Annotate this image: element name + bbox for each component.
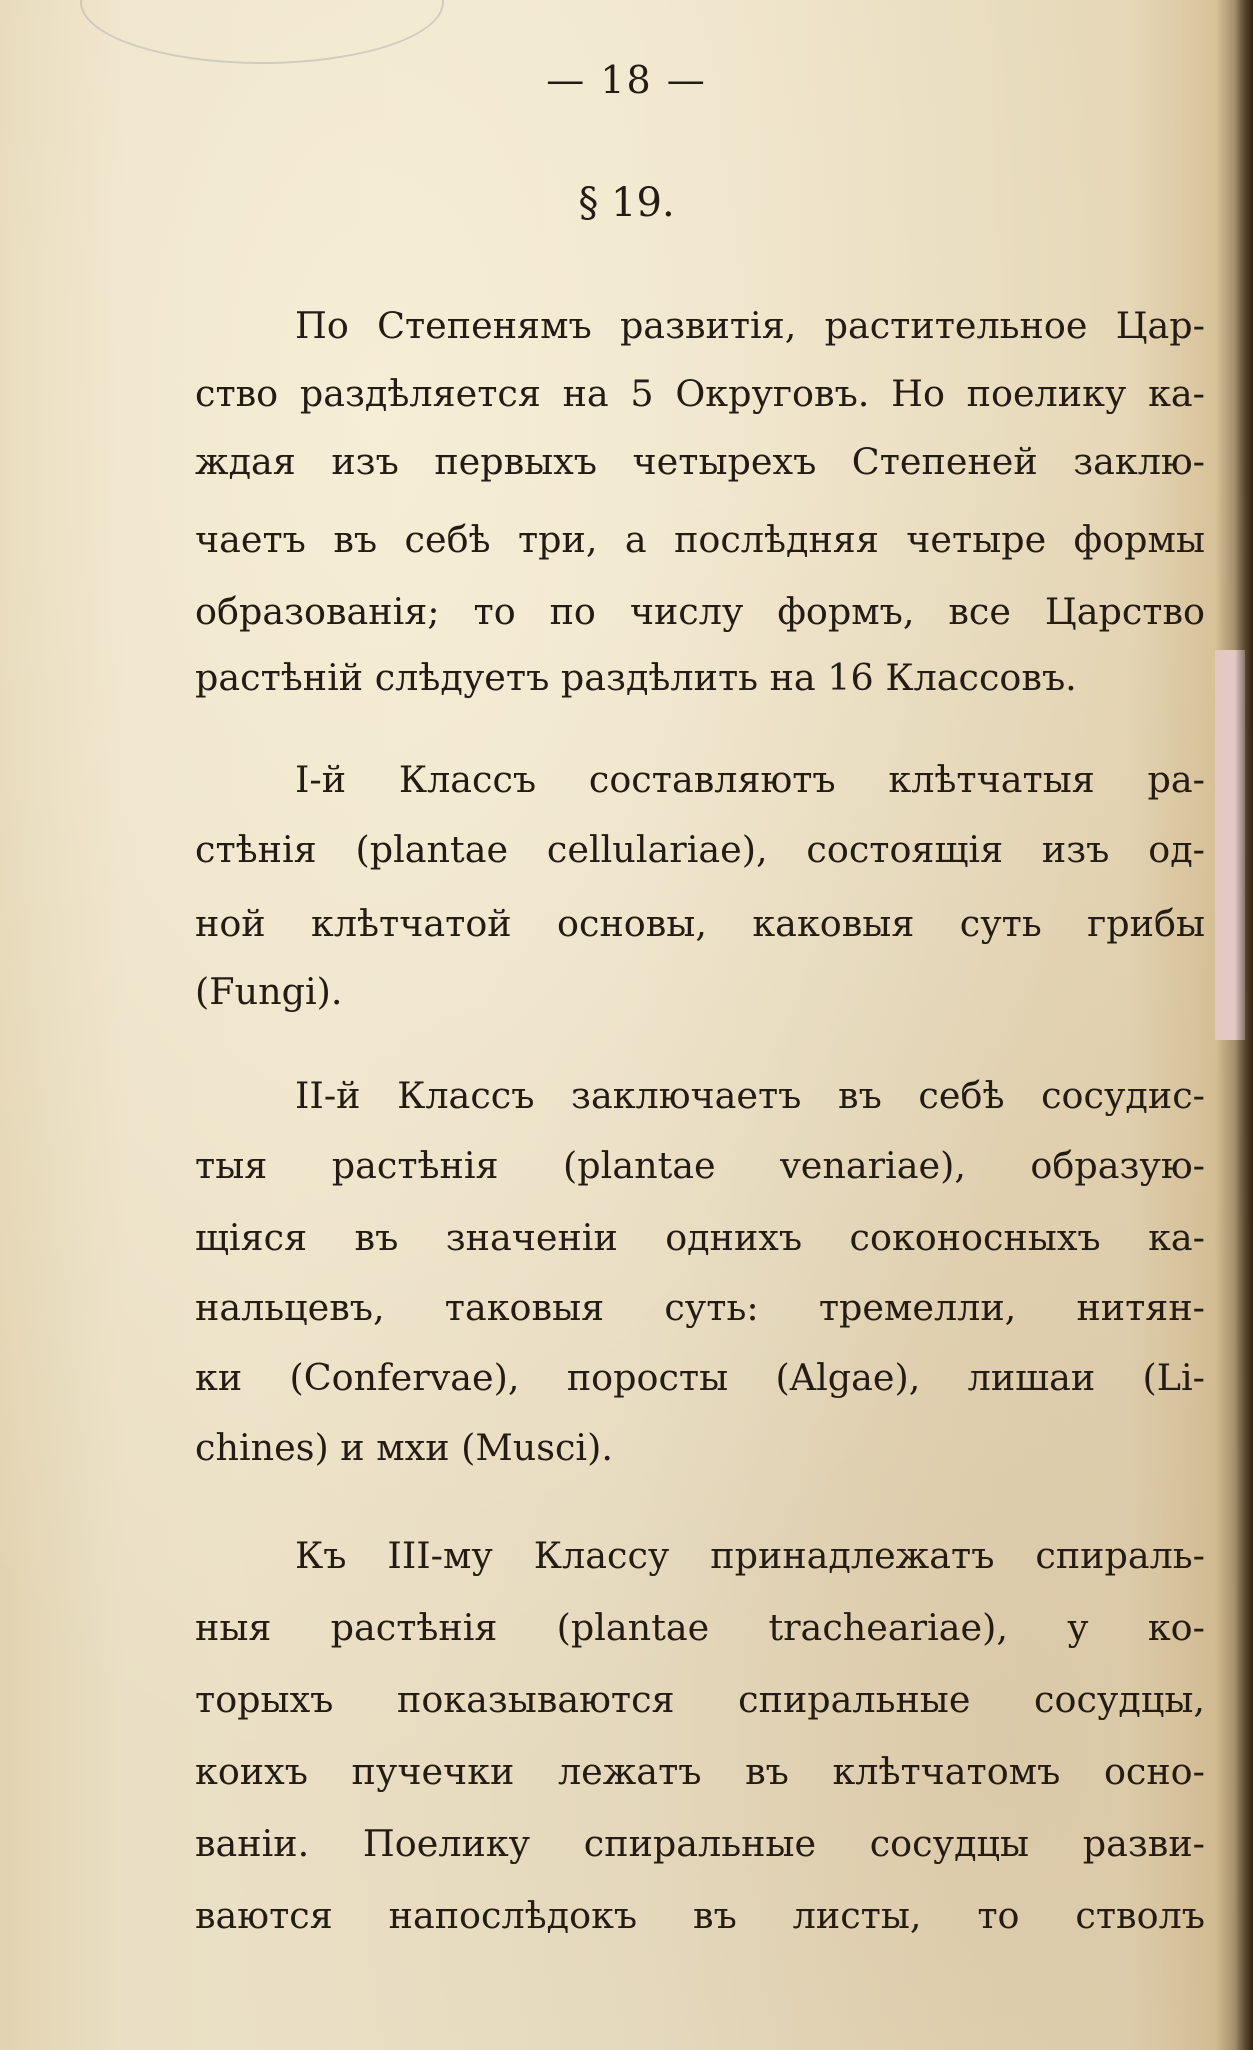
text-line: нальцевъ, таковыя суть: тремелли, нитян- [195,1286,1205,1329]
text-line: ваніи. Поелику спиральные сосудцы разви- [195,1822,1205,1865]
library-stamp [80,0,444,64]
text-line: коихъ пучечки лежатъ въ клѣтчатомъ осно- [195,1750,1205,1793]
text-line: стѣнія (plantae cellulariae), состоящія изъ од- [195,828,1205,871]
text-line: чаетъ въ себѣ три, а послѣдняя четыре формы [195,518,1205,561]
text-line: І-й Классъ составляютъ клѣтчатыя ра- [295,758,1205,801]
text-line: (Fungi). [195,970,343,1013]
text-line: растѣній слѣдуетъ раздѣлить на 16 Классовъ. [195,656,1077,699]
text-line: торыхъ показываются спиральные сосудцы, [195,1678,1205,1721]
text-line: chines) и мхи (Musci). [195,1426,613,1469]
text-line: ныя растѣнія (plantae trachearіae), у ко- [195,1606,1205,1649]
section-heading: § 19. [578,180,675,226]
text-line: Къ III-му Классу принадлежатъ спираль- [295,1534,1205,1577]
text-line: образованія; то по числу формъ, все Царство [195,590,1205,633]
text-line: ство раздѣляется на 5 Округовъ. Но поелику ка- [195,372,1205,415]
page-number: — 18 — [546,58,707,102]
text-line: щіяся въ значеніи однихъ соконосныхъ ка- [195,1216,1205,1259]
text-line: ваются напослѣдокъ въ листы, то стволъ [195,1894,1205,1937]
text-line: тыя растѣнія (plantae venariae), образую- [195,1144,1205,1187]
text-line: ІІ-й Классъ заключаетъ въ себѣ сосудис- [295,1074,1205,1117]
text-line: ной клѣтчатой основы, каковыя суть грибы [195,902,1205,945]
page-edge-shadow [1235,0,1253,2050]
text-line: По Степенямъ развитія, растительное Цар- [295,304,1205,347]
text-line: ждая изъ первыхъ четырехъ Степеней заклю- [195,440,1205,483]
text-line: ки (Confervae), поросты (Algae), лишаи (Li- [195,1356,1205,1399]
